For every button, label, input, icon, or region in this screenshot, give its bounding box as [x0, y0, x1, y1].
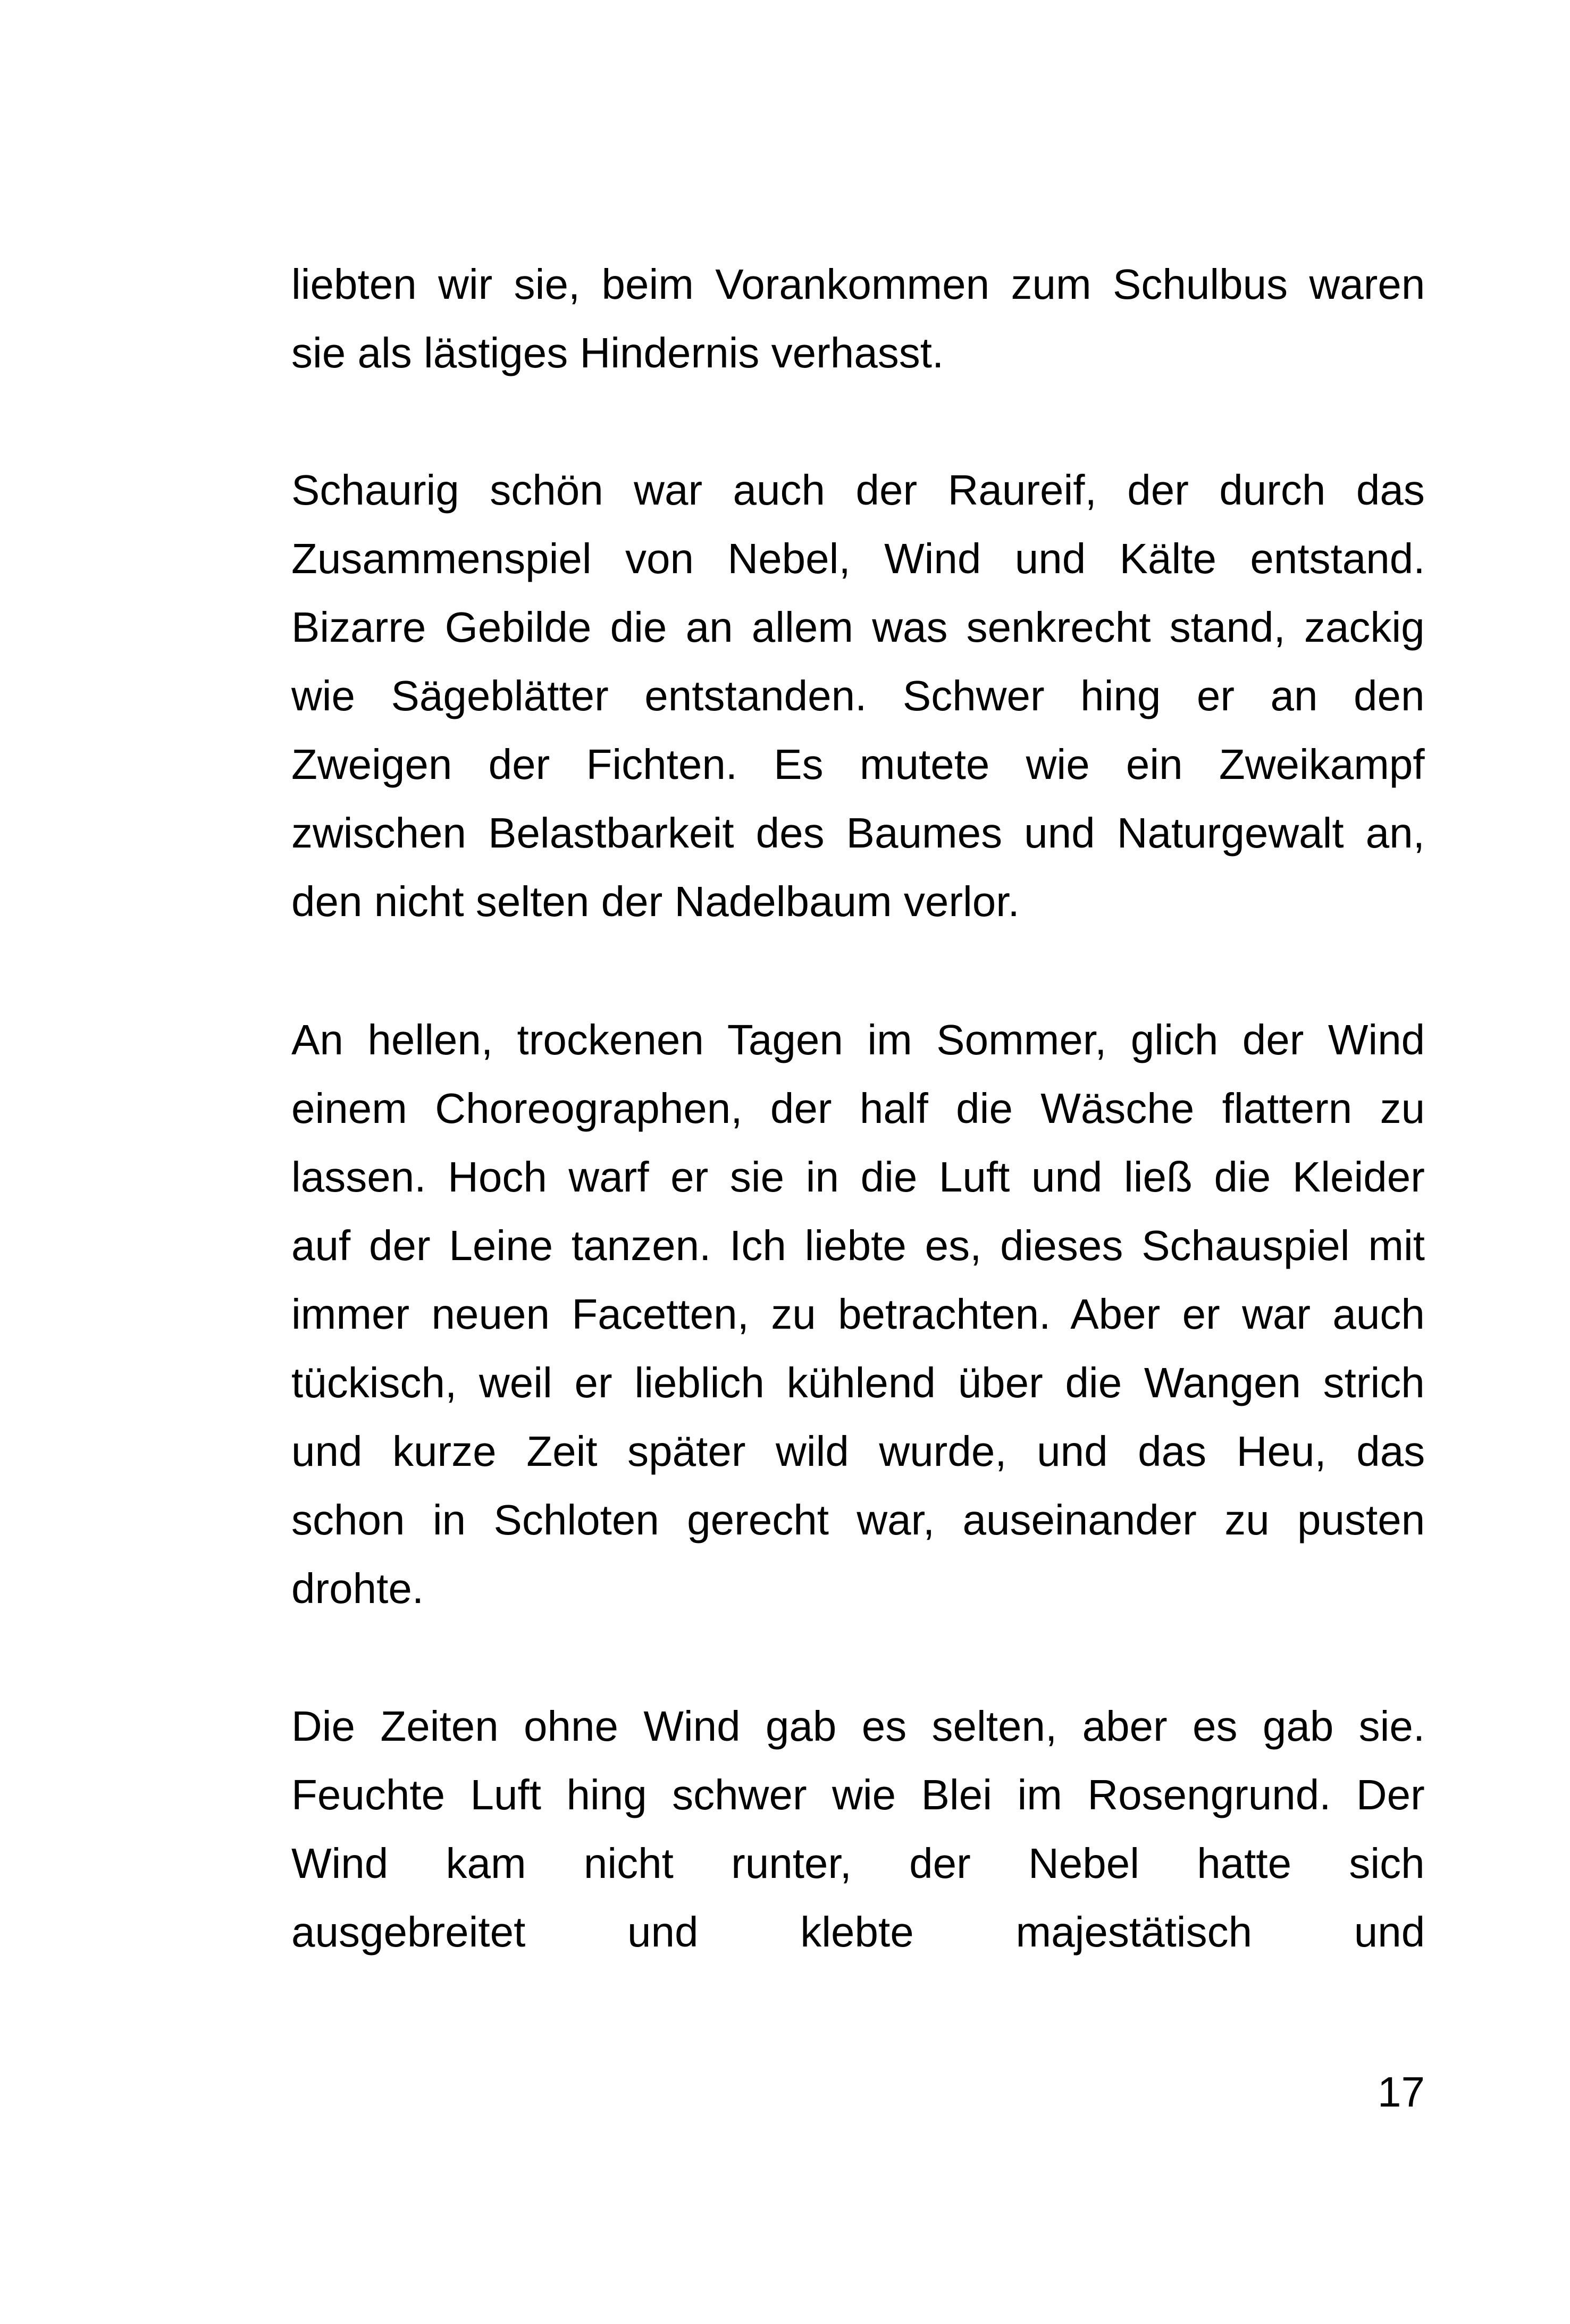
paragraph	[291, 250, 1425, 387]
text-line: wie Sägeblätter entstanden. Schwer hing er an den	[291, 672, 1425, 719]
text-line: und kurze Zeit später wild wurde, und das Heu, das	[291, 1428, 1425, 1475]
text-line: Feuchte Luft hing schwer wie Blei im Rosengrund. Der	[291, 1771, 1425, 1818]
paragraph	[291, 456, 1425, 936]
text-line: ausgebreitet und klebte majestätisch und	[291, 1908, 1425, 1956]
text-line: lassen. Hoch warf er sie in die Luft und ließ die Kleider	[291, 1153, 1425, 1201]
text-line: einem Choreographen, der half die Wäsche flattern zu	[291, 1085, 1425, 1132]
text-line: zwischen Belastbarkeit des Baumes und Naturgewalt an,	[291, 809, 1425, 857]
text-line: Schaurig schön war auch der Raureif, der durch das	[291, 466, 1425, 514]
paragraph	[291, 1692, 1425, 1966]
text-line: Zweigen der Fichten. Es mutete wie ein Zweikampf	[291, 741, 1425, 788]
text-line: schon in Schloten gerecht war, auseinander zu pusten	[291, 1496, 1425, 1543]
text-line: Zusammenspiel von Nebel, Wind und Kälte entstand.	[291, 535, 1425, 582]
text-line: sie als lästiges Hindernis verhasst.	[291, 329, 944, 376]
page-number: 17	[1378, 2068, 1425, 2116]
paragraph	[291, 1005, 1425, 1623]
text-line: Bizarre Gebilde die an allem was senkrecht stand, zackig	[291, 603, 1425, 651]
text-line: den nicht selten der Nadelbaum verlor.	[291, 878, 1020, 925]
text-line: Die Zeiten ohne Wind gab es selten, aber es gab sie.	[291, 1702, 1425, 1750]
text-line: auf der Leine tanzen. Ich liebte es, dieses Schauspiel mit	[291, 1222, 1425, 1269]
text-line: tückisch, weil er lieblich kühlend über die Wangen strich	[291, 1359, 1425, 1406]
text-line: immer neuen Facetten, zu betrachten. Aber er war auch	[291, 1290, 1425, 1338]
text-line: An hellen, trockenen Tagen im Sommer, glich der Wind	[291, 1016, 1425, 1063]
text-line: Wind kam nicht runter, der Nebel hatte sich	[291, 1840, 1425, 1887]
text-line: liebten wir sie, beim Vorankommen zum Schulbus waren	[291, 261, 1425, 308]
text-line: drohte.	[291, 1565, 424, 1612]
